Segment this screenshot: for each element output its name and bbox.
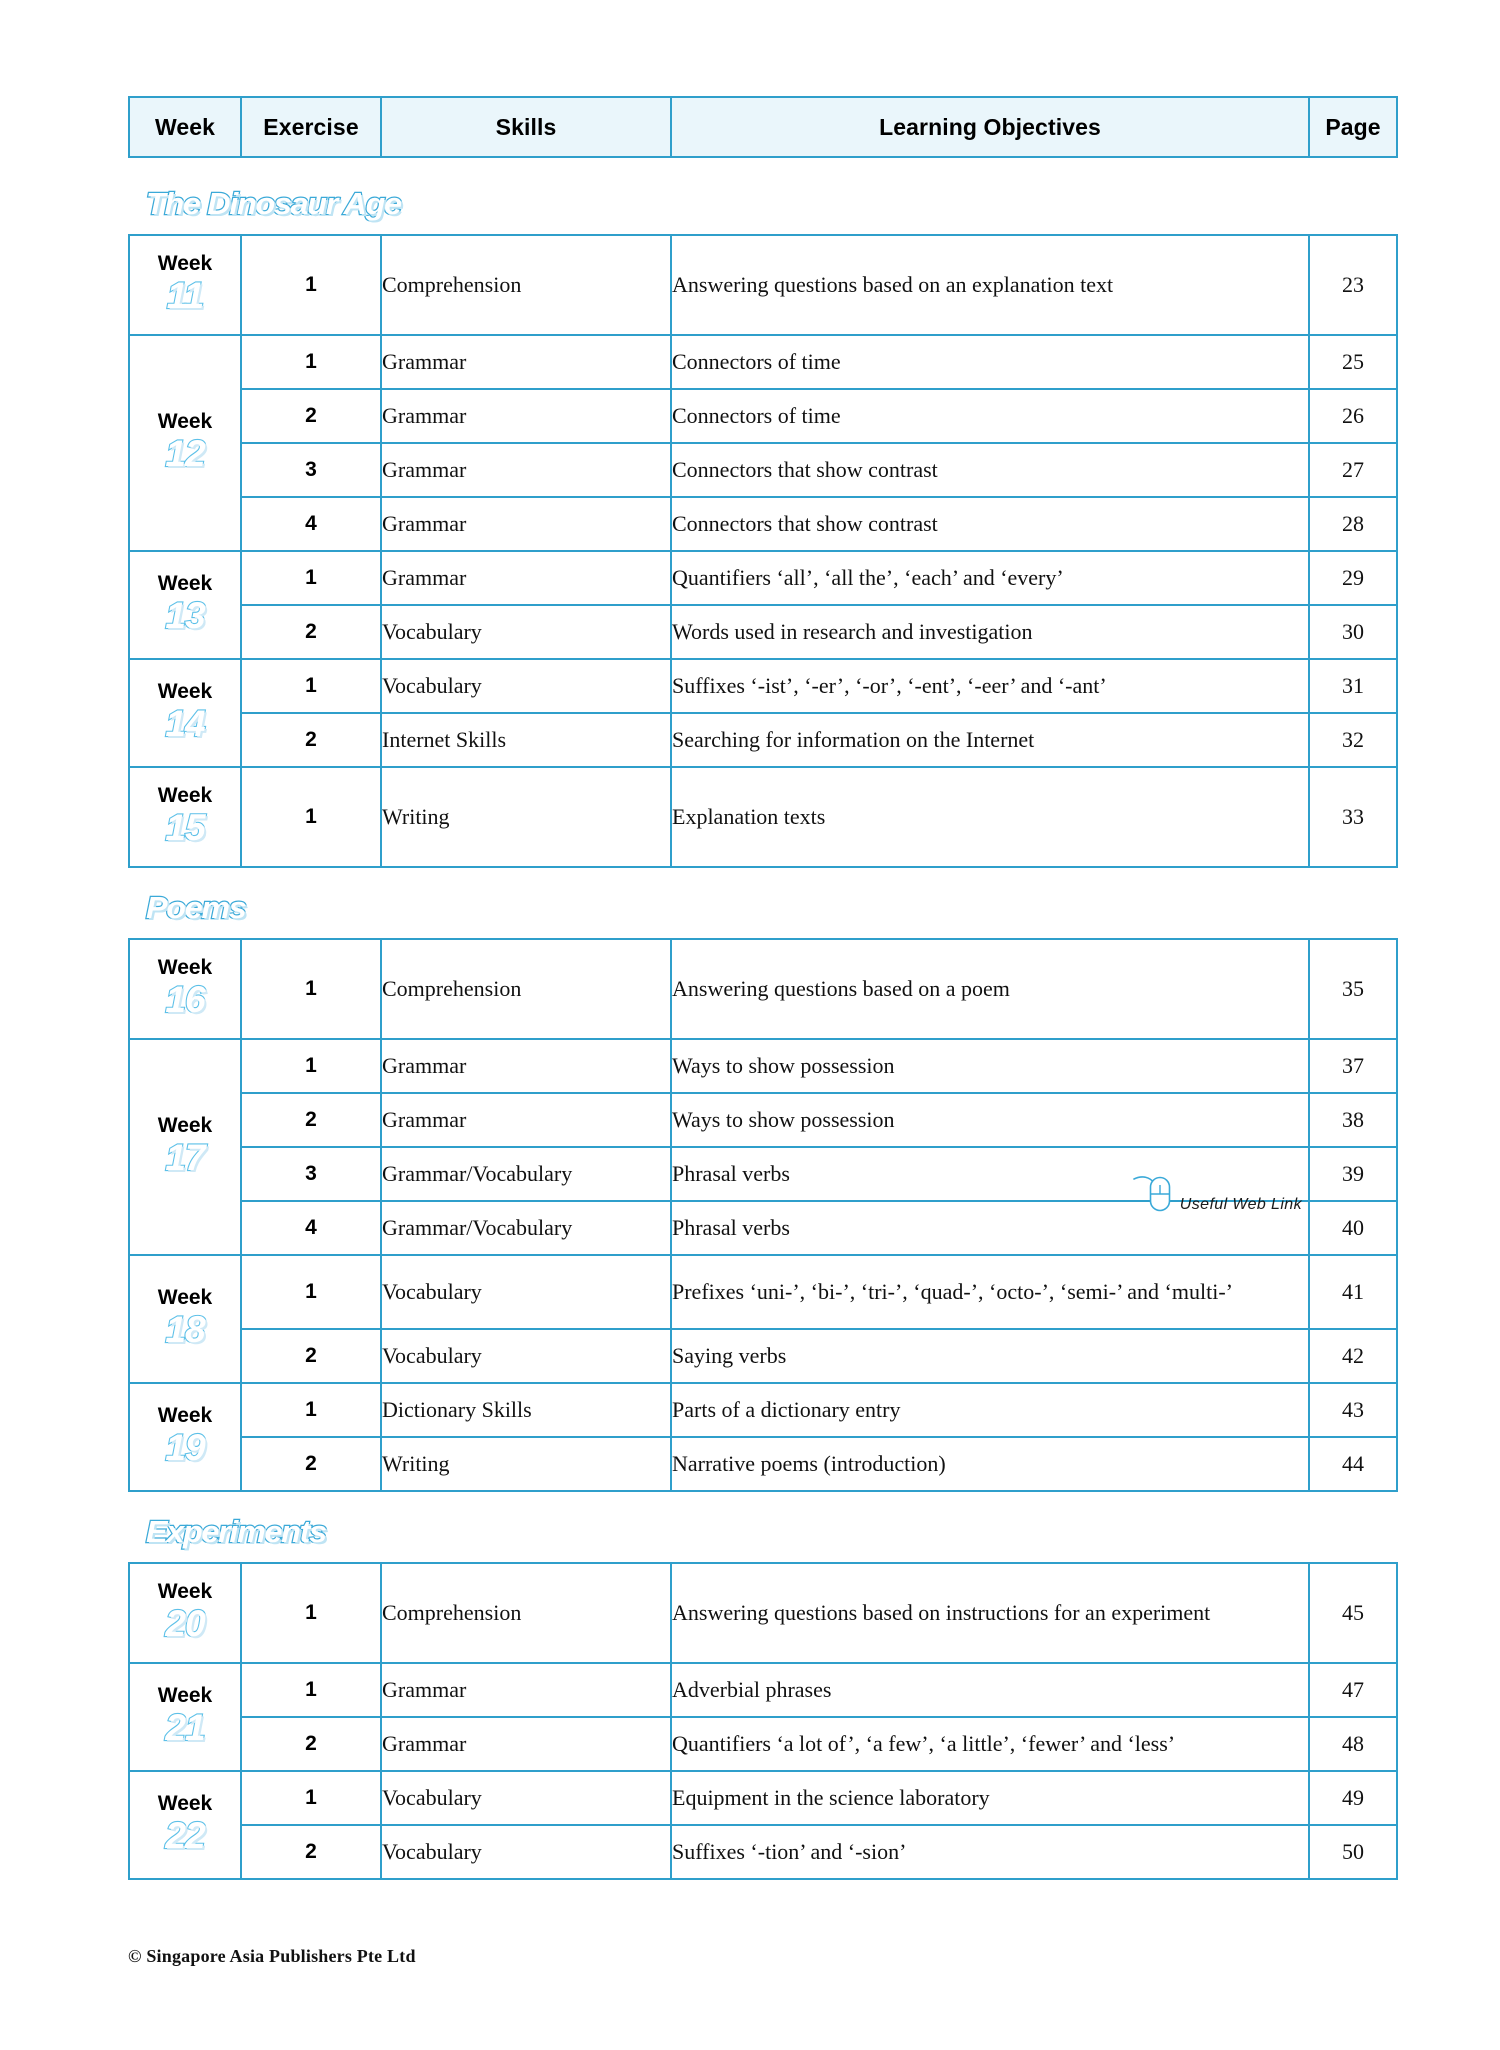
- cell-page: [1309, 1147, 1397, 1201]
- cell-objective-text: Saying verbs: [672, 1343, 787, 1369]
- cell-exercise: [241, 1825, 381, 1879]
- cell-page: [1309, 1255, 1397, 1329]
- section-table: [128, 234, 1398, 868]
- week-label: Week: [157, 1114, 213, 1138]
- cell-exercise: [241, 659, 381, 713]
- cell-exercise: [241, 1717, 381, 1771]
- section-heading: Poems: [146, 890, 246, 925]
- week-label: Week: [157, 410, 213, 434]
- table-row: [129, 551, 1397, 605]
- cell-objective: [671, 1195, 1309, 1255]
- cell-page-text: 30: [1342, 619, 1364, 644]
- cell-page-text: 27: [1342, 457, 1364, 482]
- cell-objective: [671, 1383, 1309, 1437]
- cell-skills-text: Grammar: [382, 511, 467, 536]
- cell-objective-text: Ways to show possession: [672, 1107, 895, 1133]
- cell-week: [129, 235, 241, 335]
- cell-page-text: 45: [1342, 1600, 1364, 1625]
- cell-skills-text: Grammar: [382, 565, 467, 590]
- cell-exercise-text: 3: [305, 1162, 317, 1185]
- cell-exercise: [241, 443, 381, 497]
- cell-page-text: 23: [1342, 272, 1364, 297]
- cell-week: [129, 659, 241, 767]
- cell-week: [129, 335, 241, 551]
- table-row: [129, 1201, 1397, 1255]
- cell-skills-text: Vocabulary: [382, 1839, 482, 1864]
- cell-page: [1309, 1771, 1397, 1825]
- table-row: [129, 1039, 1397, 1093]
- cell-skills: [381, 335, 671, 389]
- table-row: [129, 1825, 1397, 1879]
- cell-exercise-text: 1: [305, 1398, 317, 1421]
- cell-objective-text: Ways to show possession: [672, 1053, 895, 1079]
- cell-week: [129, 1039, 241, 1255]
- week-number: 13: [165, 595, 205, 637]
- cell-page-text: 42: [1342, 1343, 1364, 1368]
- table-row: [129, 1437, 1397, 1491]
- cell-exercise: [241, 389, 381, 443]
- cell-exercise: [241, 1329, 381, 1383]
- table-row: [129, 1717, 1397, 1771]
- cell-objective-text: Prefixes ‘uni-’, ‘bi-’, ‘tri-’, ‘quad-’, ‘octo-’, ‘semi-’ and ‘multi-’: [672, 1279, 1233, 1305]
- cell-exercise: [241, 1201, 381, 1255]
- cell-objective-text: Answering questions based on instructions for an experiment: [672, 1600, 1211, 1626]
- section-heading: The Dinosaur Age: [146, 186, 401, 221]
- table-row: [129, 1663, 1397, 1717]
- cell-skills-text: Grammar: [382, 457, 467, 482]
- cell-page: [1309, 659, 1397, 713]
- cell-objective: [671, 605, 1309, 659]
- cell-objective-text: Connectors that show contrast: [672, 511, 938, 537]
- footer-copyright: © Singapore Asia Publishers Pte Ltd: [128, 1946, 416, 1966]
- column-header-table: [128, 96, 1398, 158]
- cell-objective: [671, 1717, 1309, 1771]
- cell-page-text: 28: [1342, 511, 1364, 536]
- cell-skills: [381, 235, 671, 335]
- cell-page: [1309, 767, 1397, 867]
- cell-objective-text: Searching for information on the Internet: [672, 727, 1035, 753]
- table-row: [129, 1329, 1397, 1383]
- cell-week: [129, 1383, 241, 1491]
- cell-skills-text: Grammar: [382, 1053, 467, 1078]
- table-row: [129, 767, 1397, 867]
- cell-exercise: [241, 1383, 381, 1437]
- cell-skills: [381, 1255, 671, 1329]
- cell-objective-text: Phrasal verbs: [672, 1215, 790, 1241]
- cell-objective: [671, 1563, 1309, 1663]
- cell-page: [1309, 1093, 1397, 1147]
- cell-skills: [381, 713, 671, 767]
- cell-exercise: [241, 1771, 381, 1825]
- cell-skills-text: Vocabulary: [382, 619, 482, 644]
- cell-skills-text: Grammar: [382, 349, 467, 374]
- cell-exercise: [241, 939, 381, 1039]
- week-label: Week: [157, 956, 213, 980]
- cell-page: [1309, 1437, 1397, 1491]
- week-number: 14: [165, 703, 205, 745]
- cell-page: [1309, 1329, 1397, 1383]
- week-number: 21: [165, 1707, 205, 1749]
- table-row: [129, 713, 1397, 767]
- cell-objective: [671, 551, 1309, 605]
- week-number: 18: [165, 1309, 205, 1351]
- cell-page: [1309, 1825, 1397, 1879]
- content-area: [128, 96, 1396, 1880]
- cell-skills: [381, 659, 671, 713]
- cell-page: [1309, 443, 1397, 497]
- cell-skills: [381, 1147, 671, 1201]
- cell-exercise-text: 1: [305, 805, 317, 828]
- cell-page-text: 33: [1342, 804, 1364, 829]
- cell-page: [1309, 713, 1397, 767]
- cell-skills: [381, 389, 671, 443]
- cell-objective: [671, 443, 1309, 497]
- cell-week: [129, 939, 241, 1039]
- cell-objective: [671, 659, 1309, 713]
- cell-objective-text: Answering questions based on an explanation text: [672, 272, 1114, 298]
- header-cell-exercise: Exercise: [241, 97, 381, 157]
- cell-objective: [671, 1039, 1309, 1093]
- header-cell-objectives: Learning Objectives: [671, 97, 1309, 157]
- cell-page: [1309, 1039, 1397, 1093]
- cell-exercise-text: 1: [305, 1678, 317, 1701]
- week-label: Week: [157, 252, 213, 276]
- cell-objective: [671, 1663, 1309, 1717]
- cell-objective: [671, 767, 1309, 867]
- cell-objective-text: Connectors of time: [672, 349, 841, 375]
- cell-objective: [671, 389, 1309, 443]
- cell-exercise: [241, 497, 381, 551]
- cell-skills-text: Grammar: [382, 1107, 467, 1132]
- week-label: Week: [157, 680, 213, 704]
- cell-skills-text: Grammar: [382, 1677, 467, 1702]
- cell-exercise-text: 4: [305, 1216, 317, 1239]
- week-number: 22: [165, 1815, 205, 1857]
- cell-objective: [671, 939, 1309, 1039]
- cell-exercise-text: 1: [305, 977, 317, 1000]
- cell-skills: [381, 551, 671, 605]
- week-label: Week: [157, 572, 213, 596]
- cell-skills: [381, 1771, 671, 1825]
- table-row: [129, 235, 1397, 335]
- cell-exercise-text: 2: [305, 1452, 317, 1475]
- cell-page-text: 48: [1342, 1731, 1364, 1756]
- cell-exercise-text: 2: [305, 1344, 317, 1367]
- cell-page-text: 39: [1342, 1161, 1364, 1186]
- cell-week: [129, 1563, 241, 1663]
- cell-exercise: [241, 335, 381, 389]
- cell-page-text: 38: [1342, 1107, 1364, 1132]
- cell-skills-text: Comprehension: [382, 1600, 522, 1625]
- cell-skills: [381, 497, 671, 551]
- cell-page: [1309, 235, 1397, 335]
- table-row: [129, 1255, 1397, 1329]
- cell-skills-text: Internet Skills: [382, 727, 507, 752]
- cell-exercise-text: 1: [305, 273, 317, 296]
- cell-page: [1309, 497, 1397, 551]
- cell-exercise: [241, 1039, 381, 1093]
- cell-objective-text: Connectors that show contrast: [672, 457, 938, 483]
- week-number: 15: [165, 807, 205, 849]
- cell-page: [1309, 605, 1397, 659]
- cell-objective-text: Quantifiers ‘all’, ‘all the’, ‘each’ and ‘every’: [672, 565, 1064, 591]
- cell-exercise: [241, 605, 381, 659]
- table-row: [129, 939, 1397, 1039]
- cell-skills-text: Writing: [382, 1451, 450, 1476]
- week-number: 11: [166, 275, 204, 317]
- table-row: [129, 497, 1397, 551]
- cell-objective-text: Equipment in the science laboratory: [672, 1785, 990, 1811]
- table-row: [129, 1147, 1397, 1201]
- cell-skills-text: Vocabulary: [382, 1279, 482, 1304]
- cell-page-text: 26: [1342, 403, 1364, 428]
- cell-exercise: [241, 1563, 381, 1663]
- cell-objective-text: Quantifiers ‘a lot of’, ‘a few’, ‘a little’, ‘fewer’ and ‘less’: [672, 1731, 1176, 1757]
- table-row: [129, 443, 1397, 497]
- useful-web-link-label: Useful Web Link: [1179, 1195, 1302, 1213]
- table-row: [129, 1093, 1397, 1147]
- cell-exercise-text: 1: [305, 1601, 317, 1624]
- cell-objective-text: Words used in research and investigation: [672, 619, 1033, 645]
- week-label: Week: [157, 1684, 213, 1708]
- cell-exercise-text: 2: [305, 728, 317, 751]
- cell-skills: [381, 1825, 671, 1879]
- cell-page-text: 49: [1342, 1785, 1364, 1810]
- cell-exercise-text: 2: [305, 620, 317, 643]
- cell-objective-text: Narrative poems (introduction): [672, 1451, 946, 1477]
- cell-objective-text: Phrasal verbs: [672, 1161, 790, 1187]
- table-row: [129, 659, 1397, 713]
- cell-exercise: [241, 1437, 381, 1491]
- week-label: Week: [157, 1404, 213, 1428]
- table-row: [129, 1383, 1397, 1437]
- cell-objective: [671, 1329, 1309, 1383]
- week-label: Week: [157, 784, 213, 808]
- cell-exercise: [241, 235, 381, 335]
- cell-page: [1309, 551, 1397, 605]
- cell-skills: [381, 1563, 671, 1663]
- cell-skills: [381, 1437, 671, 1491]
- cell-skills: [381, 1093, 671, 1147]
- week-number: 20: [165, 1603, 205, 1645]
- header-cell-week: Week: [129, 97, 241, 157]
- table-row: [129, 335, 1397, 389]
- week-number: 12: [165, 433, 205, 475]
- cell-objective: [671, 1147, 1309, 1201]
- cell-skills-text: Writing: [382, 804, 450, 829]
- cell-objective: [671, 1437, 1309, 1491]
- week-label: Week: [157, 1792, 213, 1816]
- cell-skills: [381, 1383, 671, 1437]
- header-cell-page: Page: [1309, 97, 1397, 157]
- cell-exercise: [241, 551, 381, 605]
- cell-skills-text: Comprehension: [382, 976, 522, 1001]
- cell-page-text: 35: [1342, 976, 1364, 1001]
- cell-page: [1309, 1383, 1397, 1437]
- cell-page-text: 25: [1342, 349, 1364, 374]
- cell-skills-text: Comprehension: [382, 272, 522, 297]
- cell-page-text: 37: [1342, 1053, 1364, 1078]
- cell-objective: [671, 497, 1309, 551]
- cell-page-text: 41: [1342, 1279, 1364, 1304]
- cell-objective: [671, 1825, 1309, 1879]
- cell-page-text: 40: [1342, 1215, 1364, 1240]
- cell-exercise-text: 1: [305, 566, 317, 589]
- cell-page-text: 43: [1342, 1397, 1364, 1422]
- cell-page-text: 31: [1342, 673, 1364, 698]
- section-heading: Experiments: [146, 1514, 326, 1549]
- cell-week: [129, 767, 241, 867]
- cell-exercise-text: 2: [305, 1840, 317, 1863]
- cell-week: [129, 551, 241, 659]
- cell-skills: [381, 1329, 671, 1383]
- week-label: Week: [157, 1580, 213, 1604]
- cell-objective-text: Answering questions based on a poem: [672, 976, 1010, 1002]
- cell-exercise: [241, 1255, 381, 1329]
- cell-objective: [671, 1771, 1309, 1825]
- cell-objective-text: Connectors of time: [672, 403, 841, 429]
- cell-exercise-text: 4: [305, 512, 317, 535]
- cell-exercise: [241, 1663, 381, 1717]
- cell-page-text: 44: [1342, 1451, 1364, 1476]
- week-number: 16: [165, 979, 205, 1021]
- cell-skills-text: Vocabulary: [382, 1343, 482, 1368]
- cell-week: [129, 1663, 241, 1771]
- header-cell-skills: Skills: [381, 97, 671, 157]
- cell-page: [1309, 389, 1397, 443]
- cell-skills: [381, 1663, 671, 1717]
- table-header-row: [129, 97, 1397, 157]
- cell-skills: [381, 1039, 671, 1093]
- cell-exercise: [241, 1093, 381, 1147]
- cell-objective: [671, 335, 1309, 389]
- week-number: 19: [165, 1427, 205, 1469]
- cell-skills-text: Grammar: [382, 403, 467, 428]
- cell-page: [1309, 335, 1397, 389]
- sections-container: [128, 186, 1396, 1880]
- cell-exercise-text: 1: [305, 1054, 317, 1077]
- cell-objective-text: Explanation texts: [672, 804, 826, 830]
- cell-page: [1309, 1717, 1397, 1771]
- cell-page-text: 50: [1342, 1839, 1364, 1864]
- cell-exercise: [241, 713, 381, 767]
- cell-page-text: 29: [1342, 565, 1364, 590]
- table-row: [129, 605, 1397, 659]
- cell-objective: [671, 1255, 1309, 1329]
- cell-skills: [381, 443, 671, 497]
- cell-exercise-text: 2: [305, 1108, 317, 1131]
- cell-skills-text: Grammar/Vocabulary: [382, 1161, 573, 1186]
- cell-exercise-text: 2: [305, 404, 317, 427]
- cell-skills: [381, 939, 671, 1039]
- cell-objective: [671, 235, 1309, 335]
- cell-page: [1309, 1201, 1397, 1255]
- cell-skills: [381, 767, 671, 867]
- cell-exercise-text: 1: [305, 1280, 317, 1303]
- cell-exercise-text: 3: [305, 458, 317, 481]
- table-row: [129, 1563, 1397, 1663]
- section-table: [128, 938, 1398, 1492]
- cell-skills: [381, 1201, 671, 1255]
- section-table: [128, 1562, 1398, 1880]
- cell-objective: [671, 713, 1309, 767]
- cell-skills-text: Vocabulary: [382, 673, 482, 698]
- cell-skills-text: Grammar/Vocabulary: [382, 1215, 573, 1240]
- cell-exercise-text: 1: [305, 1786, 317, 1809]
- week-number: 17: [165, 1137, 205, 1179]
- cell-page: [1309, 1563, 1397, 1663]
- cell-week: [129, 1255, 241, 1383]
- cell-objective-text: Adverbial phrases: [672, 1677, 832, 1703]
- cell-week: [129, 1771, 241, 1879]
- cell-page: [1309, 1663, 1397, 1717]
- cell-skills: [381, 1717, 671, 1771]
- cell-skills-text: Grammar: [382, 1731, 467, 1756]
- cell-objective-text: Suffixes ‘-ist’, ‘-er’, ‘-or’, ‘-ent’, ‘-eer’ and ‘-ant’: [672, 673, 1107, 699]
- table-row: [129, 389, 1397, 443]
- cell-exercise: [241, 1147, 381, 1201]
- week-label: Week: [157, 1286, 213, 1310]
- cell-exercise-text: 1: [305, 674, 317, 697]
- cell-exercise-text: 1: [305, 350, 317, 373]
- table-row: [129, 1771, 1397, 1825]
- cell-skills-text: Dictionary Skills: [382, 1397, 532, 1422]
- cell-exercise: [241, 767, 381, 867]
- cell-page-text: 47: [1342, 1677, 1364, 1702]
- cell-objective-text: Suffixes ‘-tion’ and ‘-sion’: [672, 1839, 907, 1865]
- cell-objective: [671, 1093, 1309, 1147]
- cell-page: [1309, 939, 1397, 1039]
- cell-page-text: 32: [1342, 727, 1364, 752]
- cell-skills-text: Vocabulary: [382, 1785, 482, 1810]
- cell-exercise-text: 2: [305, 1732, 317, 1755]
- cell-objective-text: Parts of a dictionary entry: [672, 1397, 901, 1423]
- cell-skills: [381, 605, 671, 659]
